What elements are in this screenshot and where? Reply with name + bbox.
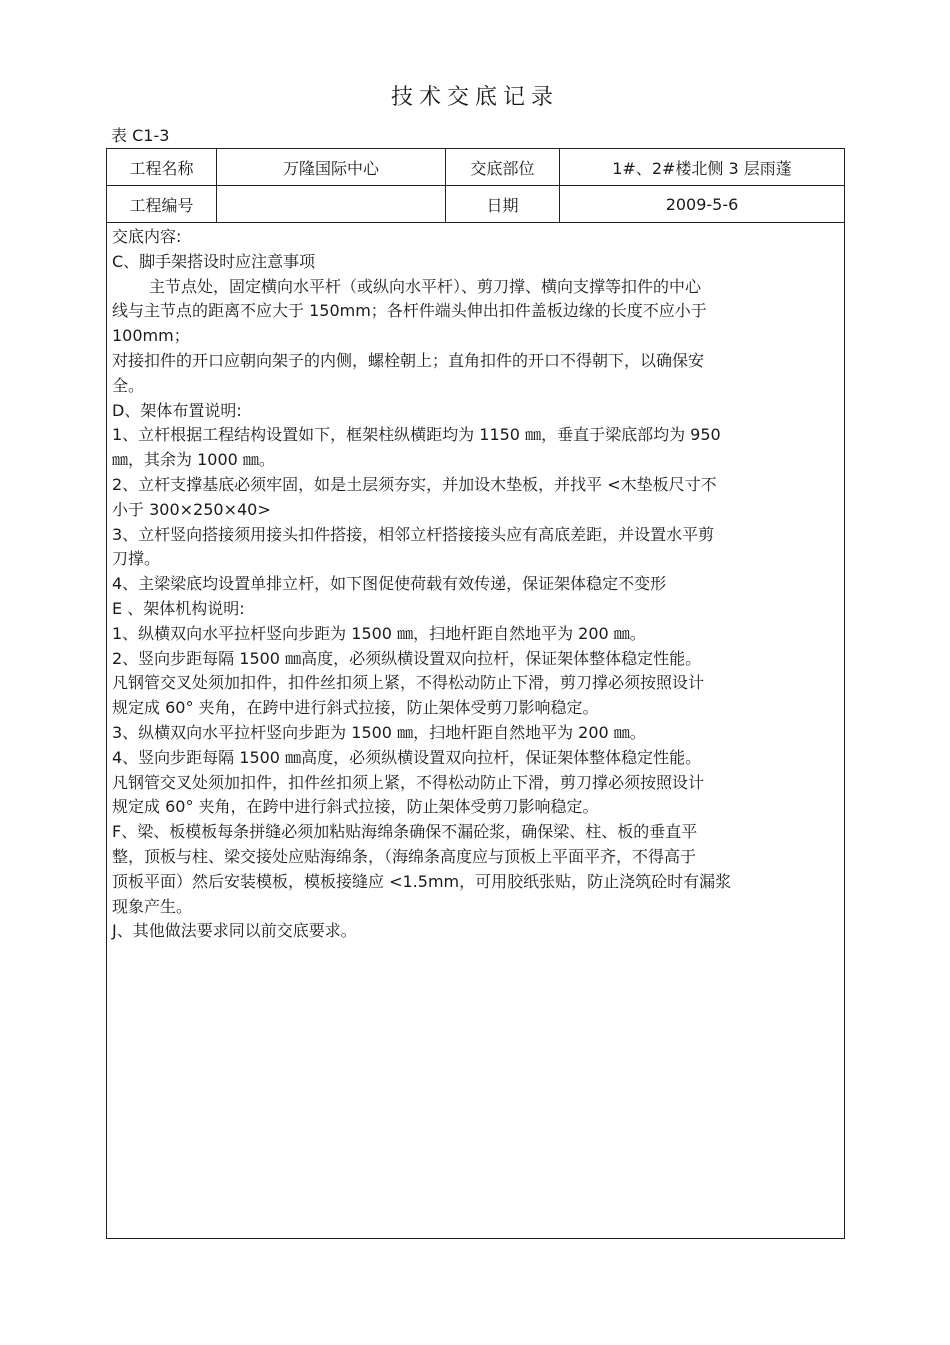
content-line: 交底内容: <box>112 227 182 246</box>
project-name-label: 工程名称 <box>129 158 194 178</box>
section-heading: C、脚手架搭设时应注意事项 <box>112 251 316 271</box>
record-table <box>106 148 845 1239</box>
content-line: 主节点处，固定横向水平杆（或纵向水平杆）、剪刀撑、横向支撑等扣件的中心 <box>149 276 702 296</box>
section-heading: D、架体布置说明: <box>112 400 242 420</box>
location-value: 1#、2#楼北侧 3 层雨蓬 <box>559 149 844 185</box>
header-row-1 <box>107 149 844 186</box>
header-row-2 <box>107 186 844 223</box>
section-heading: E 、架体机构说明: <box>112 598 245 618</box>
content-line: 2、竖向步距每隔 1500 ㎜高度，必须纵横设置双向拉杆，保证架体整体稳定性能。 <box>112 648 702 668</box>
content-line: 规定成 60° 夹角，在跨中进行斜式拉接，防止架体受剪刀影响稳定。 <box>112 797 599 817</box>
content-line: 整，顶板与柱、梁交接处应贴海绵条，（海绵条高度应与顶板上平面平齐，不得高于 <box>112 846 697 866</box>
section-heading: F、梁、板模板每条拼缝必须加粘贴海绵条确保不漏砼浆，确保梁、柱、板的垂直平 <box>112 822 698 842</box>
content-line: 1、立杆根据工程结构设置如下，框架柱纵横距均为 1150 ㎜，垂直于梁底部均为 950 <box>112 425 721 445</box>
date-value: 2009-5-6 <box>559 186 844 222</box>
content-line: 3、纵横双向水平拉杆竖向步距为 1500 ㎜，扫地杆距自然地平为 200 ㎜。 <box>112 722 646 742</box>
content-line: 100mm； <box>112 326 190 346</box>
content-line: 全。 <box>112 375 145 395</box>
content-line: ㎜，其余为 1000 ㎜。 <box>112 450 275 470</box>
project-no-label: 工程编号 <box>129 195 194 215</box>
content-line: 对接扣件的开口应朝向架子的内侧，螺栓朝上；直角扣件的开口不得朝下，以确保安 <box>112 350 705 370</box>
content-line: 3、立杆竖向搭接须用接头扣件搭接，相邻立杆搭接接头应有高底差距，并设置水平剪 <box>112 524 715 544</box>
content-line: 凡钢管交叉处须加扣件，扣件丝扣须上紧，不得松动防止下滑，剪刀撑必须按照设计 <box>112 772 705 792</box>
date-label: 日期 <box>445 186 559 222</box>
content-line: 顶板平面）然后安装模板，模板接缝应 <1.5mm，可用胶纸张贴，防止浇筑砼时有漏浆 <box>112 871 732 891</box>
project-name-value: 万隆国际中心 <box>216 149 445 185</box>
content-line: 规定成 60° 夹角，在跨中进行斜式拉接，防止架体受剪刀影响稳定。 <box>112 698 599 718</box>
disclosure-content <box>112 225 836 944</box>
section-heading: J、其他做法要求同以前交底要求。 <box>112 921 357 941</box>
content-line: 1、纵横双向水平拉杆竖向步距为 1500 ㎜，扫地杆距自然地平为 200 ㎜。 <box>112 623 646 643</box>
location-label: 交底部位 <box>445 149 559 185</box>
project-no-value <box>216 186 445 222</box>
document-title: 技术交底记录 <box>390 85 559 110</box>
content-line: 线与主节点的距离不应大于 150mm；各杆件端头伸出扣件盖板边缘的长度不应小于 <box>112 301 707 321</box>
content-line: 2、立杆支撑基底必须牢固，如是土层须夯实，并加设木垫板，并找平 <木垫板尺寸不 <box>112 474 717 494</box>
content-line: 4、竖向步距每隔 1500 ㎜高度，必须纵横设置双向拉杆，保证架体整体稳定性能。 <box>112 747 702 767</box>
content-line: 4、主梁梁底均设置单排立杆，如下图促使荷载有效传递，保证架体稳定不变形 <box>112 574 667 594</box>
content-line: 刀撑。 <box>112 549 161 569</box>
content-line: 小于 300×250×40> <box>112 499 271 519</box>
content-line: 现象产生。 <box>112 896 193 916</box>
content-line: 凡钢管交叉处须加扣件，扣件丝扣须上紧，不得松动防止下滑，剪刀撑必须按照设计 <box>112 673 705 693</box>
form-number: 表 C1-3 <box>111 126 170 145</box>
